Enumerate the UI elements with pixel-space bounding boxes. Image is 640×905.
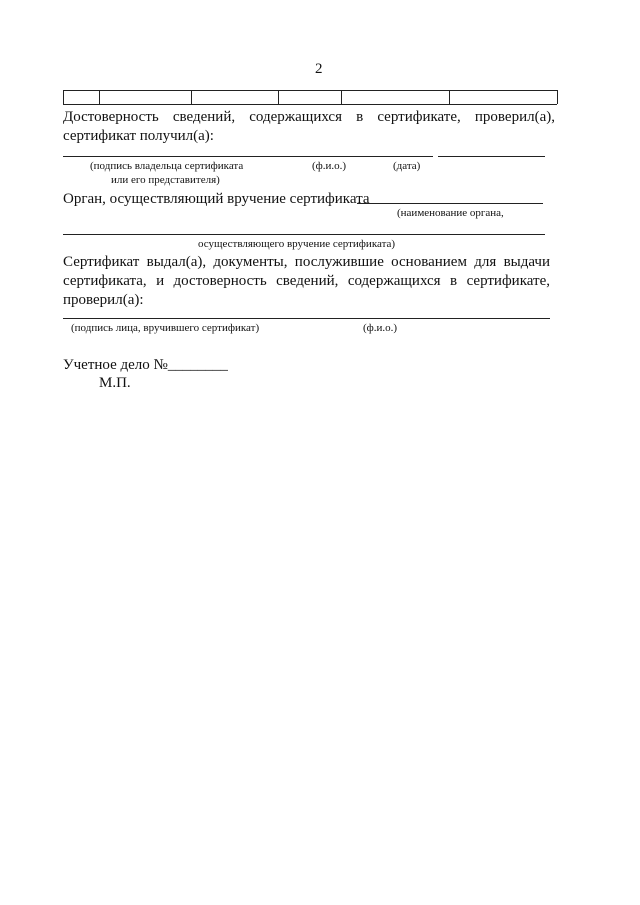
- caption-owner-date: (дата): [393, 160, 421, 172]
- signature-line-issuer: [63, 318, 550, 319]
- paragraph1-line1: Достоверность сведений, содержащихся в сертификате, проверил(а),: [63, 109, 555, 125]
- record-number-label: Учетное дело №________: [63, 357, 228, 373]
- organ-name-line-2: [63, 234, 545, 235]
- caption-issuer-name: (ф.и.о.): [363, 322, 398, 334]
- caption-owner-representative: или его представителя): [111, 174, 220, 186]
- caption-owner-name: (ф.и.о.): [312, 160, 347, 172]
- caption-owner-signature: (подпись владельца сертификата: [90, 160, 244, 172]
- caption-organ-continuation: осуществляющего вручение сертификата): [198, 238, 396, 250]
- paragraph1-line2: сертификат получил(а):: [63, 128, 214, 144]
- paragraph2-line2: сертификата, и достоверность сведений, содержащихся в сертификате,: [63, 273, 550, 289]
- stamp-placeholder: М.П.: [99, 375, 131, 391]
- table-divider: [191, 90, 192, 104]
- paragraph2-line3: проверил(а):: [63, 292, 144, 308]
- table-divider: [63, 90, 64, 104]
- table-divider: [278, 90, 279, 104]
- table-divider: [449, 90, 450, 104]
- caption-organ-name: (наименование органа,: [397, 207, 504, 219]
- paragraph2-line1: Сертификат выдал(а), документы, послужившие основанием для выдачи: [63, 254, 550, 270]
- table-divider: [557, 90, 558, 104]
- organ-label: Орган, осуществляющий вручение сертификата: [63, 191, 370, 207]
- page-number: 2: [315, 61, 323, 77]
- table-divider: [341, 90, 342, 104]
- signature-line-owner: [63, 156, 433, 157]
- table-bottom-border: [63, 104, 557, 105]
- signature-line-date: [438, 156, 545, 157]
- organ-name-line: [357, 203, 543, 204]
- table-divider: [99, 90, 100, 104]
- table-top-border: [63, 90, 557, 91]
- caption-issuer-signature: (подпись лица, вручившего сертификат): [71, 322, 260, 334]
